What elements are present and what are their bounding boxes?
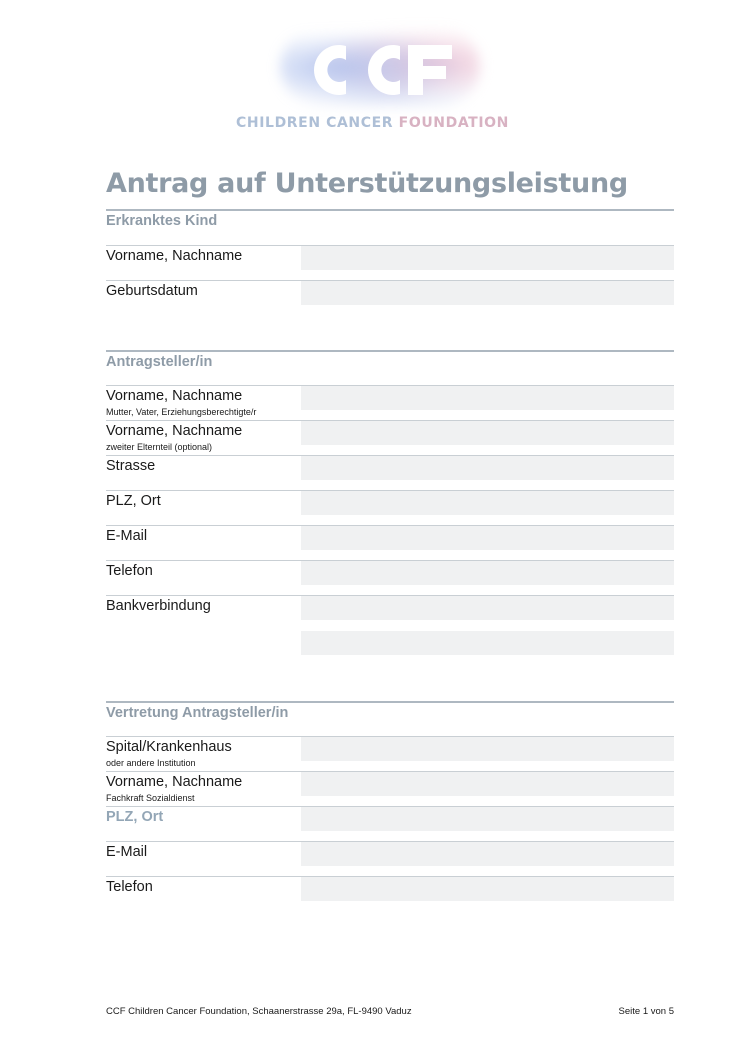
email-label: E-Mail: [106, 528, 148, 544]
section-title-applicant: Antragsteller/in: [106, 354, 213, 370]
page-title: Antrag auf Unterstützungsleistung: [106, 168, 628, 199]
rep-email-row: [106, 841, 674, 876]
section-divider: [106, 701, 674, 703]
rep-email-input[interactable]: [301, 842, 674, 866]
section-representative: [106, 701, 674, 895]
hospital-input[interactable]: [301, 737, 674, 761]
logo-wordmark-part2: FOUNDATION: [398, 115, 509, 131]
second-parent-name-label: Vorname, Nachname: [106, 423, 243, 439]
child-birthdate-input[interactable]: [301, 281, 674, 305]
phone-input[interactable]: [301, 561, 674, 585]
bank-input[interactable]: [301, 596, 674, 620]
zip-city-input[interactable]: [301, 491, 674, 515]
hospital-sublabel: oder andere Institution: [106, 758, 196, 768]
logo: [0, 0, 745, 140]
footer-page-number: Seite 1 von 5: [618, 1006, 674, 1017]
email-input[interactable]: [301, 526, 674, 550]
child-name-input[interactable]: [301, 246, 674, 270]
social-worker-name-input[interactable]: [301, 772, 674, 796]
child-birthdate-row: [106, 280, 674, 315]
street-label: Strasse: [106, 458, 156, 474]
child-name-label: Vorname, Nachname: [106, 248, 243, 264]
zip-city-row: [106, 490, 674, 525]
logo-wordmark-part1: CHILDREN CANCER: [236, 115, 394, 131]
street-row: [106, 455, 674, 490]
title-divider: [106, 209, 674, 211]
child-birthdate-label: Geburtsdatum: [106, 283, 198, 299]
section-applicant: [106, 350, 674, 614]
phone-row: [106, 560, 674, 595]
rep-phone-label: Telefon: [106, 879, 153, 895]
applicant-name-label: Vorname, Nachname: [106, 388, 243, 404]
applicant-name-row: [106, 385, 674, 420]
hospital-row: [106, 736, 674, 771]
rep-zip-city-row: [106, 806, 674, 841]
rep-zip-city-input[interactable]: [301, 807, 674, 831]
street-input[interactable]: [301, 456, 674, 480]
bank-input-2[interactable]: [301, 631, 674, 655]
hospital-label: Spital/Krankenhaus: [106, 739, 232, 755]
second-parent-name-input[interactable]: [301, 421, 674, 445]
rep-zip-city-label: PLZ, Ort: [106, 809, 164, 825]
section-title-representative: Vertretung Antragsteller/in: [106, 705, 289, 721]
child-name-row: [106, 245, 674, 280]
footer-address: CCF Children Cancer Foundation, Schaanerstrasse 29a, FL-9490 Vaduz: [106, 1006, 412, 1017]
social-worker-name-row: [106, 771, 674, 806]
phone-label: Telefon: [106, 563, 153, 579]
bank-row: [106, 595, 674, 665]
rep-phone-input[interactable]: [301, 877, 674, 901]
bank-label: Bankverbindung: [106, 598, 211, 614]
second-parent-name-sublabel: zweiter Elternteil (optional): [106, 442, 213, 452]
zip-city-label: PLZ, Ort: [106, 493, 161, 509]
social-worker-name-sublabel: Fachkraft Sozialdienst: [106, 793, 195, 803]
logo-mark-icon: [296, 36, 458, 104]
social-worker-name-label: Vorname, Nachname: [106, 774, 243, 790]
section-divider: [106, 350, 674, 352]
email-row: [106, 525, 674, 560]
rep-email-label: E-Mail: [106, 844, 148, 860]
logo-wordmark: [0, 115, 745, 131]
section-title-child: Erkranktes Kind: [106, 213, 218, 229]
applicant-name-input[interactable]: [301, 386, 674, 410]
rep-phone-row: [106, 876, 674, 911]
applicant-name-sublabel: Mutter, Vater, Erziehungsberechtigte/r: [106, 407, 257, 417]
second-parent-name-row: [106, 420, 674, 455]
